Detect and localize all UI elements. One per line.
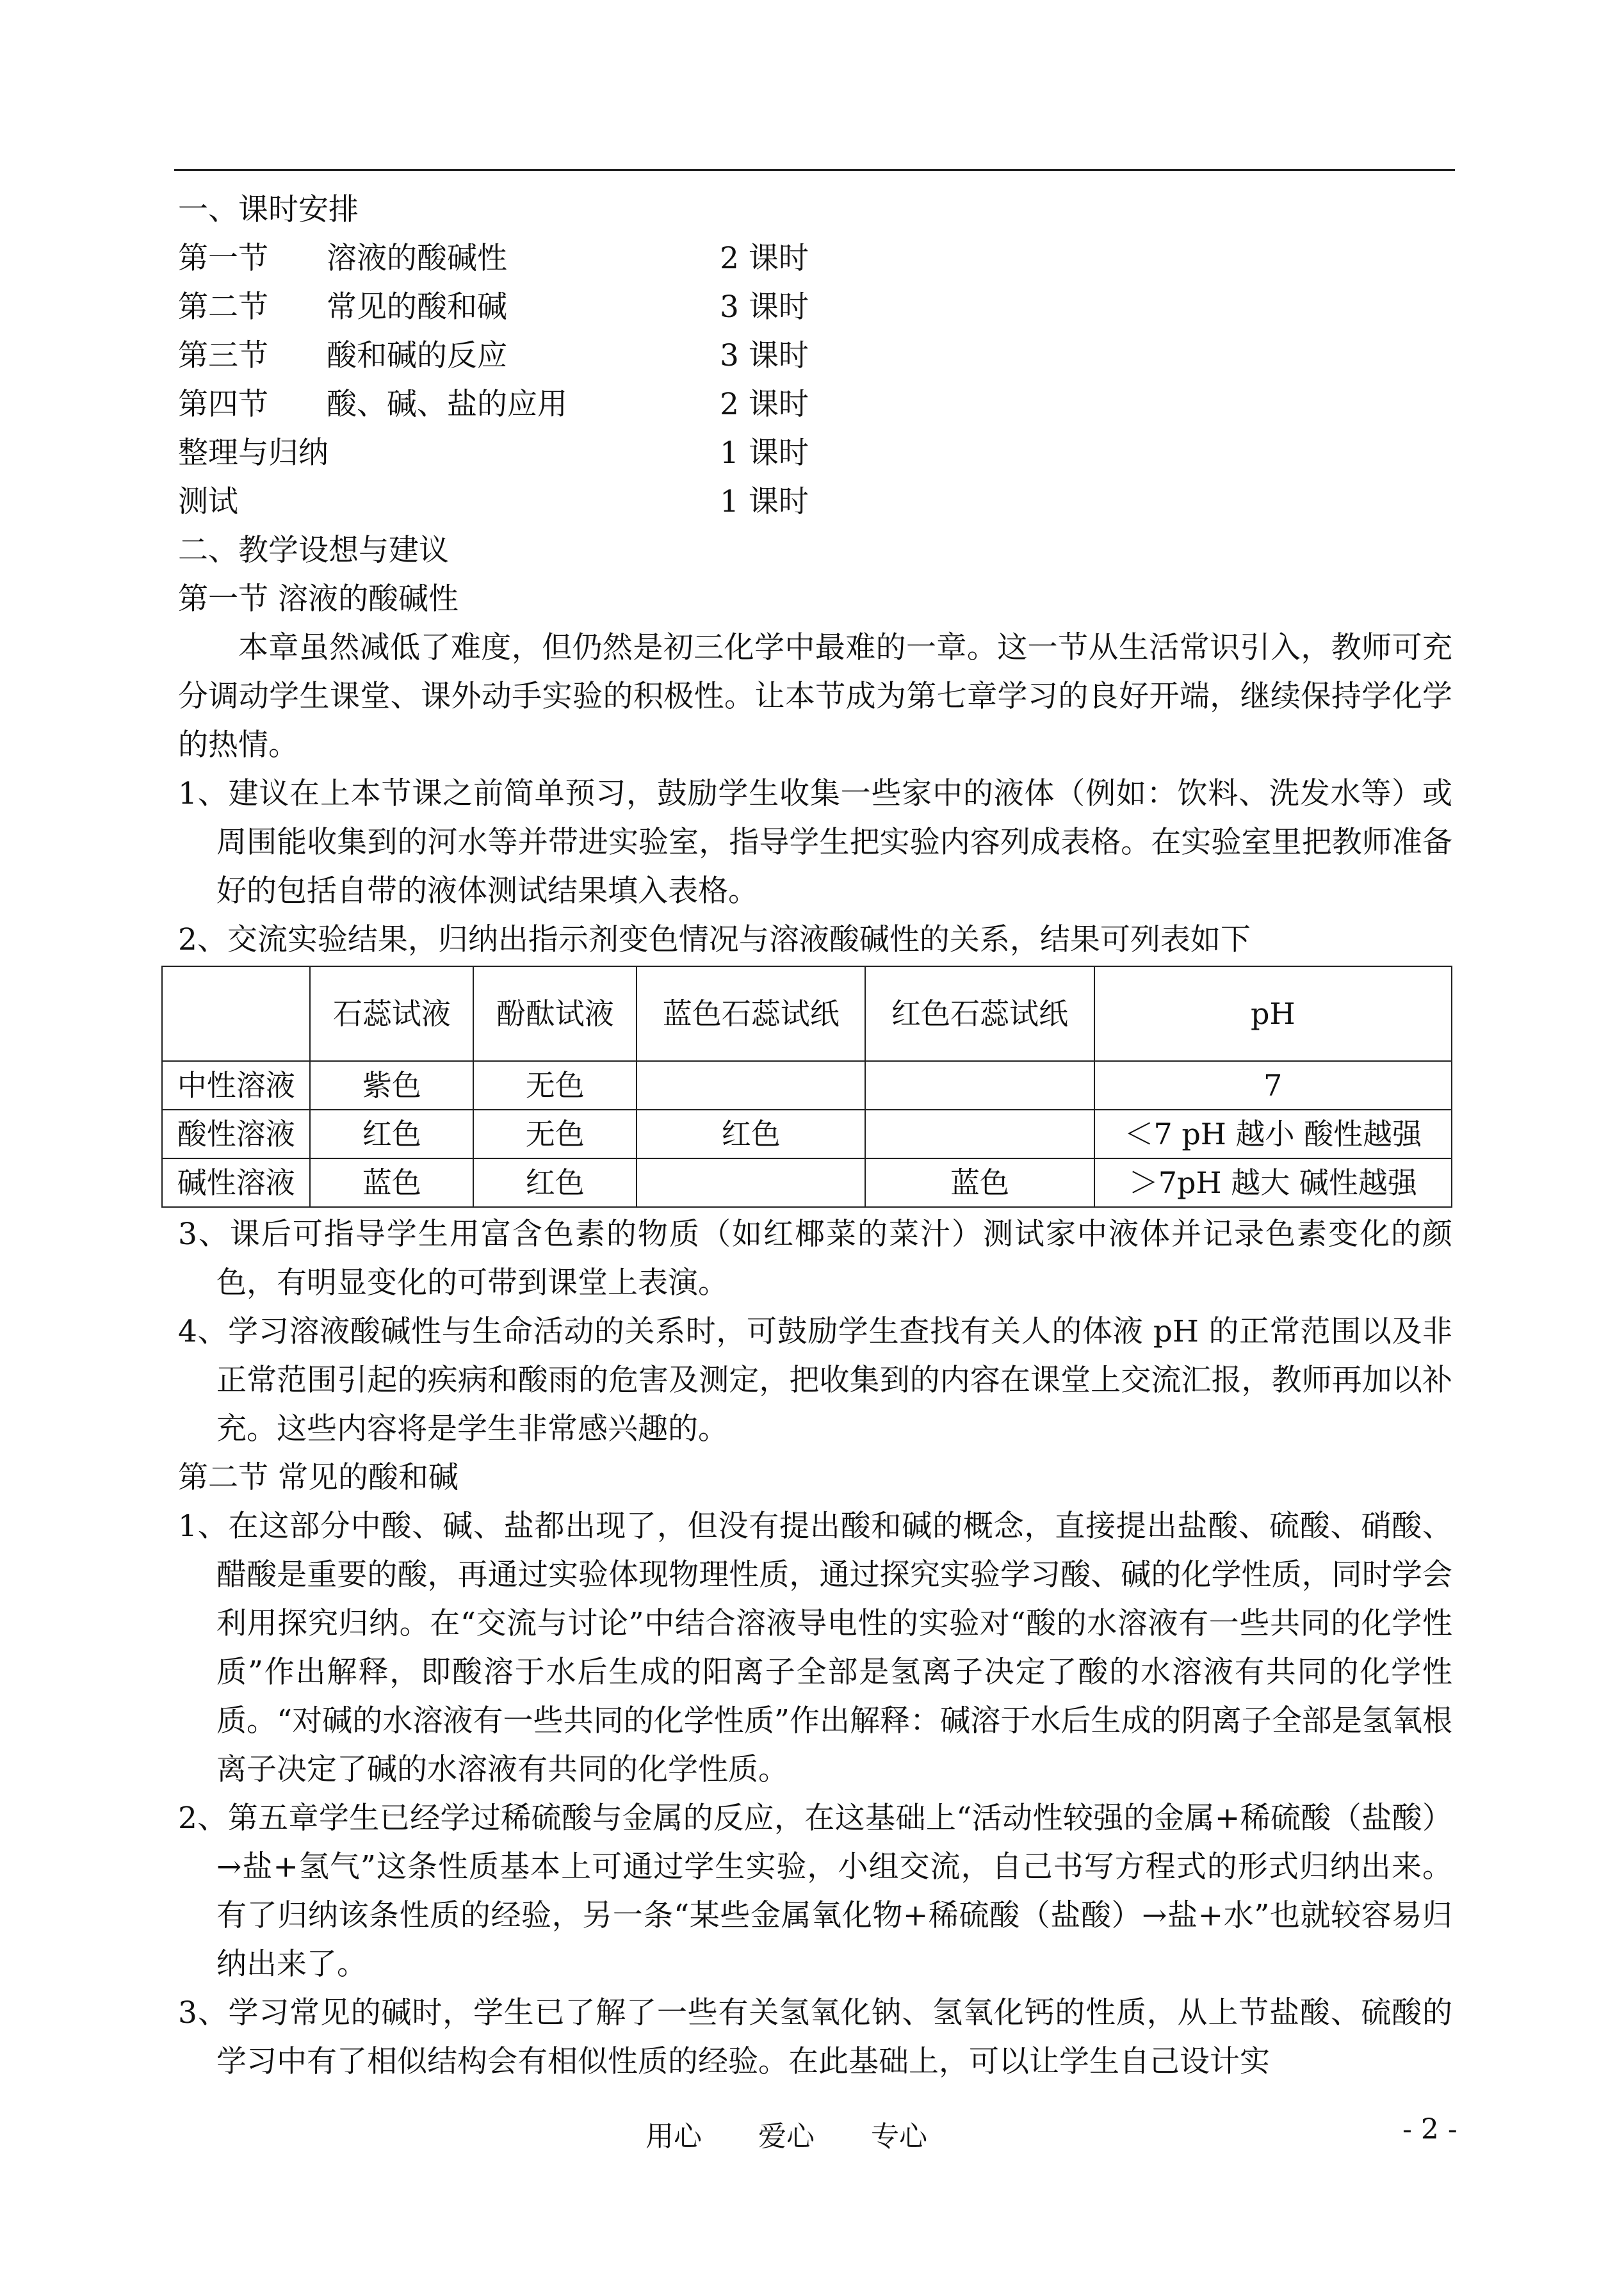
schedule-hours: 2 课时 [720, 241, 809, 276]
schedule-title: 溶液的酸碱性 [327, 241, 507, 276]
schedule-hours: 1 课时 [720, 484, 809, 519]
schedule-section: 第三节 [178, 338, 268, 373]
list-item: 3、课后可指导学生用富含色素的物质（如红椰菜的菜汁）测试家中液体并记录色素变化的颜色，有明显变化的可带到课堂上表演。 [178, 1217, 1452, 1301]
schedule-title: 酸和碱的反应 [327, 338, 507, 373]
list-item: 3、学习常见的碱时，学生已了解了一些有关氢氧化钠、氢氧化钙的性质，从上节盐酸、硫酸的学习中有了相似结构会有相似性质的经验。在此基础上，可以让学生自己设计实 [178, 1995, 1452, 2079]
footer-motto: 用心 爱心 专心 [646, 2120, 927, 2153]
table-cell: ＞7pH 越大 碱性越强 [1094, 1158, 1452, 1207]
schedule-hours: 3 课时 [720, 289, 809, 325]
table-cell: 蓝色 [310, 1158, 473, 1207]
schedule-section: 第二节 [178, 289, 268, 325]
table-cell: 碱性溶液 [162, 1158, 310, 1207]
table-cell [637, 1061, 865, 1110]
list-item: 2、交流实验结果，归纳出指示剂变色情况与溶液酸碱性的关系，结果可列表如下 [178, 922, 1251, 957]
schedule-hours: 3 课时 [720, 338, 809, 373]
table-header-cell: pH [1094, 966, 1452, 1061]
table-cell: 7 [1094, 1061, 1452, 1110]
schedule-section: 第四节 [178, 387, 268, 422]
table-header-row [162, 966, 1452, 1061]
table-cell: 无色 [473, 1061, 637, 1110]
page-footer [0, 2113, 1624, 2152]
table-header-cell: 酚酞试液 [473, 966, 637, 1061]
section-2-title: 第二节 常见的酸和碱 [178, 1460, 459, 1495]
schedule-row [178, 380, 1452, 429]
table-cell: ＜7 pH 越小 酸性越强 [1094, 1110, 1452, 1158]
table-cell: 红色 [310, 1110, 473, 1158]
schedule-hours: 2 课时 [720, 387, 809, 422]
schedule-title: 常见的酸和碱 [327, 289, 507, 325]
table-header-cell [162, 966, 310, 1061]
table-header-cell: 红色石蕊试纸 [865, 966, 1094, 1061]
table-cell [865, 1110, 1094, 1158]
table-header-cell: 石蕊试液 [310, 966, 473, 1061]
table-cell: 紫色 [310, 1061, 473, 1110]
list-item: 1、在这部分中酸、碱、盐都出现了，但没有提出酸和碱的概念，直接提出盐酸、硫酸、硝酸、醋酸是重要的酸，再通过实验体现物理性质，通过探究实验学习酸、碱的化学性质，同时学会利用探究归纳。在“交流与讨论”中结合溶液导电性的实验对“酸的水溶液有一些共同的化学性质”作出解释，即酸溶于水后生成的阳离子全部是氢离子决定了酸的水溶液有共同的化学性质。“对碱的水溶液有一些共同的化学性质”作出解释：碱溶于水后生成的阴离子全部是氢氧根离子决定了碱的水溶液有共同的化学性质。 [178, 1509, 1452, 1787]
table-row [162, 1110, 1452, 1158]
table-row [162, 1158, 1452, 1207]
schedule-section: 整理与归纳 [178, 435, 329, 471]
schedule-row [178, 429, 1452, 478]
list-item: 1、建议在上本节课之前简单预习，鼓励学生收集一些家中的液体（例如：饮料、洗发水等）或周围能收集到的河水等并带进实验室，指导学生把实验内容列成表格。在实验室里把教师准备好的包括自带的液体测试结果填入表格。 [178, 776, 1452, 909]
page-number: - 2 - [1402, 2113, 1458, 2146]
table-cell: 红色 [637, 1110, 865, 1158]
table-cell: 红色 [473, 1158, 637, 1207]
schedule-row [178, 283, 1452, 332]
design-heading: 二、教学设想与建议 [178, 533, 449, 568]
table-cell [637, 1158, 865, 1207]
table-cell [865, 1061, 1094, 1110]
schedule-row [178, 478, 1452, 526]
table-cell: 中性溶液 [162, 1061, 310, 1110]
list-item: 4、学习溶液酸碱性与生命活动的关系时，可鼓励学生查找有关人的体液 pH 的正常范围以及非正常范围引起的疾病和酸雨的危害及测定，把收集到的内容在课堂上交流汇报，教师再加以补充。这些内容将是学生非常感兴趣的。 [178, 1314, 1452, 1447]
section-1-intro: 本章虽然减低了难度，但仍然是初三化学中最难的一章。这一节从生活常识引入，教师可充分调动学生课堂、课外动手实验的积极性。让本节成为第七章学习的良好开端，继续保持学化学的热情。 [178, 630, 1452, 763]
schedule-title: 酸、碱、盐的应用 [327, 387, 567, 422]
table-cell: 蓝色 [865, 1158, 1094, 1207]
schedule-list [178, 234, 1452, 526]
document-body [178, 186, 1452, 2086]
schedule-section: 第一节 [178, 241, 268, 276]
schedule-title [327, 429, 720, 478]
list-item: 2、第五章学生已经学过稀硫酸与金属的反应，在这基础上“活动性较强的金属+稀硫酸（盐酸）→盐+氢气”这条性质基本上可通过学生实验，小组交流，自己书写方程式的形式归纳出来。有了归纳该条性质的经验，另一条“某些金属氧化物+稀硫酸（盐酸）→盐+水”也就较容易归纳出来了。 [178, 1801, 1452, 1982]
schedule-hours: 1 课时 [720, 435, 809, 471]
table-row [162, 1061, 1452, 1110]
section-1-title: 第一节 溶液的酸碱性 [178, 581, 459, 617]
indicator-table [161, 966, 1452, 1208]
table-cell: 无色 [473, 1110, 637, 1158]
schedule-row [178, 332, 1452, 380]
schedule-title [327, 478, 720, 526]
schedule-row [178, 234, 1452, 283]
header-rule [174, 169, 1455, 171]
table-header-cell: 蓝色石蕊试纸 [637, 966, 865, 1061]
schedule-section: 测试 [178, 484, 238, 519]
schedule-heading: 一、课时安排 [178, 192, 359, 227]
table-cell: 酸性溶液 [162, 1110, 310, 1158]
